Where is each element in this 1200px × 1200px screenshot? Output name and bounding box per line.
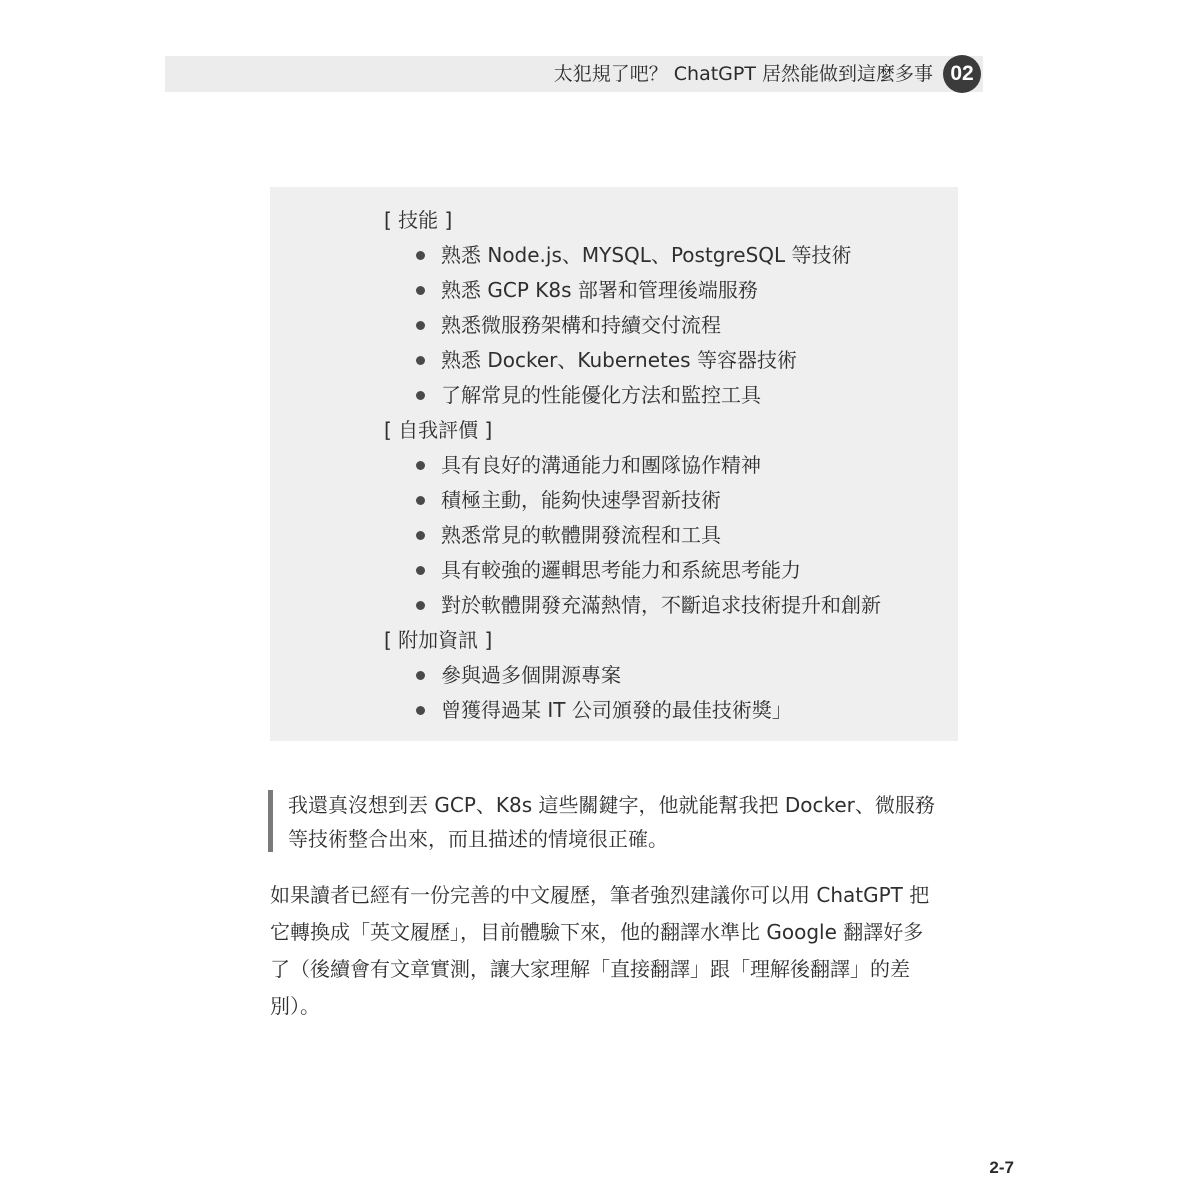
chapter-title: 太犯規了吧？ ChatGPT 居然能做到這麼多事 <box>553 63 933 85</box>
bullet-icon <box>416 496 425 505</box>
list-item-text: 具有較強的邏輯思考能力和系統思考能力 <box>441 558 801 582</box>
page-header <box>165 56 983 92</box>
section-heading-skills: [ 技能 ] <box>384 208 453 232</box>
body-paragraph-line: 如果讀者已經有一份完善的中文履歷，筆者強烈建議你可以用 ChatGPT 把 <box>270 883 930 907</box>
quote-bar <box>268 790 273 852</box>
list-item-text: 積極主動，能夠快速學習新技術 <box>441 488 721 512</box>
section-heading-self-evaluation: [ 自我評價 ] <box>384 418 493 442</box>
list-item-text: 對於軟體開發充滿熱情，不斷追求技術提升和創新 <box>441 593 881 617</box>
bullet-icon <box>416 286 425 295</box>
body-paragraph-line: 它轉換成「英文履歷」，目前體驗下來，他的翻譯水準比 Google 翻譯好多 <box>270 920 924 944</box>
resume-sample-box <box>270 187 958 741</box>
list-item-text: 具有良好的溝通能力和團隊協作精神 <box>441 453 761 477</box>
list-item-text: 熟悉 Docker、Kubernetes 等容器技術 <box>441 348 797 372</box>
bullet-icon <box>416 321 425 330</box>
list-item-text: 熟悉 GCP K8s 部署和管理後端服務 <box>441 278 758 302</box>
list-item-text: 曾獲得過某 IT 公司頒發的最佳技術獎」 <box>441 698 792 722</box>
list-item-text: 參與過多個開源專案 <box>441 663 621 687</box>
bullet-icon <box>416 671 425 680</box>
quote-line: 等技術整合出來，而且描述的情境很正確。 <box>288 827 668 851</box>
list-item-text: 熟悉常見的軟體開發流程和工具 <box>441 523 721 547</box>
bullet-icon <box>416 356 425 365</box>
quote-line: 我還真沒想到丟 GCP、K8s 這些關鍵字，他就能幫我把 Docker、微服務 <box>288 793 935 817</box>
list-item-text: 了解常見的性能優化方法和監控工具 <box>441 383 761 407</box>
bullet-icon <box>416 391 425 400</box>
chapter-number-badge: 02 <box>943 55 981 93</box>
author-note-quote <box>268 788 960 852</box>
bullet-icon <box>416 566 425 575</box>
bullet-icon <box>416 531 425 540</box>
list-item-text: 熟悉微服務架構和持續交付流程 <box>441 313 721 337</box>
list-item-text: 熟悉 Node.js、MYSQL、PostgreSQL 等技術 <box>441 243 852 267</box>
bullet-icon <box>416 601 425 610</box>
bullet-icon <box>416 461 425 470</box>
bullet-icon <box>416 251 425 260</box>
section-heading-additional-info: [ 附加資訊 ] <box>384 628 493 652</box>
body-paragraph-line: 別）。 <box>270 994 320 1018</box>
page-number: 2-7 <box>989 1158 1014 1177</box>
body-paragraph-line: 了（後續會有文章實測，讓大家理解「直接翻譯」跟「理解後翻譯」的差 <box>270 957 910 981</box>
bullet-icon <box>416 706 425 715</box>
